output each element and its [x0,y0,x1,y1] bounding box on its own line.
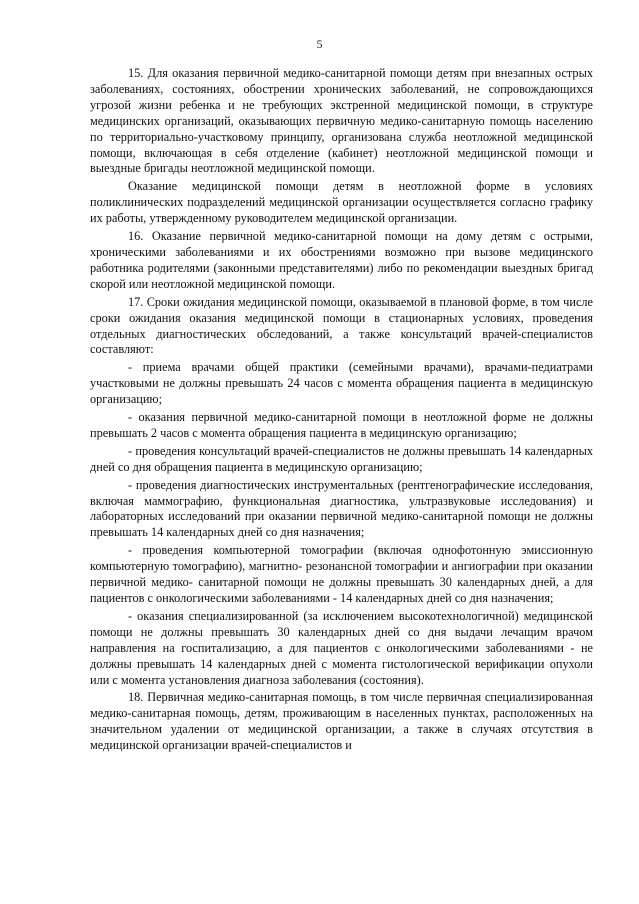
list-item-specialized-care: - оказания специализированной (за исключением высокотехнологичной) медицинской помощи не должны превышать 30 календарных дней со дня выдачи лечащим врачом направления на госпитализацию, а для пациентов с онкологическими заболеваниями - не должны превышать 14 календарных дней с момента гистологической верификации опухоли или с момента установления диагноза заболевания (состояния). [90,608,593,687]
paragraph-17: 17. Сроки ожидания медицинской помощи, оказываемой в плановой форме, в том числе сроки ожидания оказания медицинской помощи в стационарных условиях, проведения отдельных диагностических обследований, а также консультаций врачей-специалистов составляют: [90,294,593,357]
list-item-gp-appointment: - приема врачами общей практики (семейными врачами), врачами-педиатрами участковыми не должны превышать 24 часов с момента обращения пациента в медицинскую организацию; [90,360,593,407]
document-body [90,66,593,756]
list-item-diagnostic-studies: - проведения диагностических инструментальных (рентгенографические исследования, включая маммографию, функциональная диагностика, ультразвуковые исследования) и лабораторных исследований при оказании первичной медико-санитарной помощи не должны превышать 14 календарных дней со дня назначения; [90,477,593,540]
paragraph-16: 16. Оказание первичной медико-санитарной помощи на дому детям с острыми, хроническими заболеваниями и их обострениями возможно при вызове медицинского работника родителями (законными представителями) либо по рекомендации выездных бригад скорой или неотложной медицинской помощи. [90,229,593,291]
paragraph-18: 18. Первичная медико-санитарная помощь, в том числе первичная специализированная медико-санитарная помощь, детям, проживающим в населенных пунктах, расположенных на значительном удалении от медицинской организации, а также в случаях отсутствия в медицинской организации врачей-специалистов и [90,690,593,753]
paragraph-15: 15. Для оказания первичной медико-санитарной помощи детям при внезапных острых заболеваниях, состояниях, обострении хронических заболеваний, не сопровождающихся угрозой жизни ребенка и не требующих экстренной медицинской помощи, в структуре медицинских организаций, оказывающих первичную медико-санитарную помощь населению по территориально-участковому принципу, организована служба неотложной медицинской помощи, включающая в себя отделение (кабинет) неотложной медицинской помощи и выездные бригады неотложной медицинской помощи. [90,66,593,176]
list-item-specialist-consultation: - проведения консультаций врачей-специалистов не должны превышать 14 календарных дней со дня обращения пациента в медицинскую организацию; [90,443,593,474]
list-item-urgent-primary-care: - оказания первичной медико-санитарной помощи в неотложной форме не должны превышать 2 часов с момента обращения пациента в медицинскую организацию; [90,410,593,440]
list-item-ct-mri: - проведения компьютерной томографии (включая однофотонную эмиссионную компьютерную томографию), магнитно- резонансной томографии и ангиографии при оказании первичной медико- санитарной помощи не должны превышать 30 календарных дней, а для пациентов с онкологическими заболеваниями - 14 календарных дней со дня назначения; [90,543,593,605]
page-number: 5 [316,37,323,51]
paragraph-urgent-care: Оказание медицинской помощи детям в неотложной форме в условиях поликлинических подразделений медицинской организации осуществляется согласно графику их работы, утвержденному руководителем медицинской организации. [90,179,593,226]
